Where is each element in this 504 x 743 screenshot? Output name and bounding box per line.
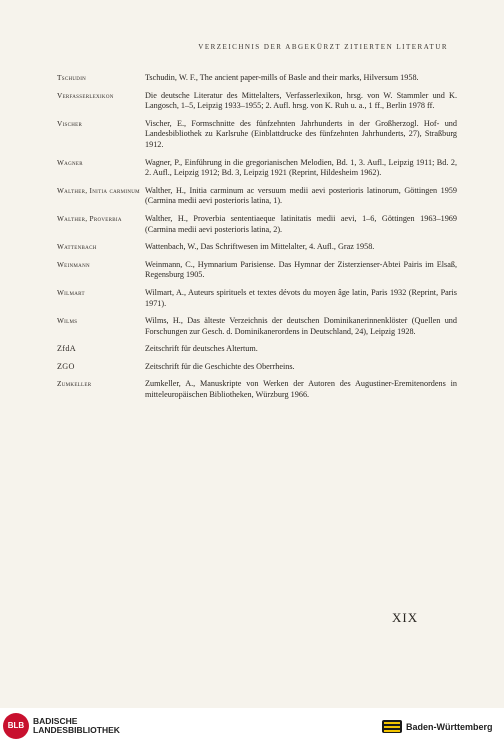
entry-reference: Die deutsche Literatur des Mittelalters, Verfasserlexikon, hrsg. von W. Stammler und K. Langosch, 1–5, Leipzig 1933–1955; 2. Aufl. hrsg. von K. Ruh u. a., 1 ff., Berlin 1978 ff.	[145, 90, 457, 111]
list-item	[57, 242, 457, 253]
library-name-line1: BADISCHE	[33, 716, 78, 726]
entry-abbreviation: Wagner	[57, 157, 83, 167]
list-item	[57, 260, 457, 281]
list-item	[57, 91, 457, 112]
entry-reference: Wattenbach, W., Das Schriftwesen im Mittelalter, 4. Aufl., Graz 1958.	[145, 242, 375, 252]
entry-abbreviation: Zumkeller	[57, 379, 92, 389]
entry-abbreviation: Vischer	[57, 118, 83, 128]
entry-reference: Tschudin, W. F., The ancient paper-mills of Basle and their marks, Hilversum 1958.	[145, 73, 419, 82]
entry-reference: Weinmann, C., Hymnarium Parisiense. Das Hymnar der Zisterzienser-Abtei Pairis im Elsaß, Regensburg 1905.	[145, 259, 457, 280]
running-head: VERZEICHNIS DER ABGEKÜRZT ZITIERTEN LITERATUR	[198, 43, 448, 51]
entry-abbreviation: Tschudin	[57, 73, 87, 82]
state-name[interactable]: Baden-Württemberg	[406, 722, 493, 732]
entry-abbreviation: Wilms	[57, 316, 78, 326]
list-item	[57, 186, 457, 207]
entry-abbreviation: ZGO	[57, 361, 75, 371]
entry-abbreviation: ZfdA	[57, 344, 76, 354]
entry-reference: Walther, H., Proverbia sententiaeque latinitatis medii aevi, 1–6, Göttingen 1963–1969 (Carmina medii aevi posterioris latina, 2).	[145, 213, 457, 234]
list-item	[57, 379, 457, 400]
list-item	[57, 119, 457, 151]
entry-abbreviation: Walther, Proverbia	[57, 213, 122, 223]
list-item	[57, 214, 457, 235]
list-item	[57, 158, 457, 179]
library-name[interactable]	[33, 717, 120, 735]
list-item	[57, 362, 457, 373]
entry-abbreviation: Walther, Initia carminum	[57, 185, 140, 195]
list-item	[57, 73, 457, 84]
list-item	[57, 288, 457, 309]
entry-reference: Wilms, H., Das älteste Verzeichnis der deutschen Dominikanerinnenklöster (Quellen und Forschungen zur Gesch. d. Dominikanerordens in Deutschland, 24), Leipzig 1928.	[145, 316, 457, 336]
entry-abbreviation: Verfasserlexikon	[57, 90, 114, 100]
page-number: XIX	[392, 610, 419, 625]
entry-reference: Zeitschrift für deutsches Altertum.	[145, 344, 258, 354]
entry-reference: Zeitschrift für die Geschichte des Oberrheins.	[145, 361, 295, 371]
list-item	[57, 344, 457, 355]
list-item	[57, 316, 457, 337]
entry-reference: Wilmart, A., Auteurs spirituels et textes dévots du moyen âge latin, Paris 1932 (Reprint, Paris 1971).	[145, 287, 457, 308]
entry-abbreviation: Wattenbach	[57, 242, 97, 252]
abbreviation-list	[57, 73, 457, 408]
entry-abbreviation: Wilmart	[57, 287, 85, 297]
entry-abbreviation: Weinmann	[57, 259, 90, 269]
entry-reference: Zumkeller, A., Manuskripte von Werken der Autoren des Augustiner-Eremitenordens in mitteleuropäischen Bibliotheken, Würzburg 1966.	[145, 379, 457, 400]
baden-wuerttemberg-coat-of-arms-icon	[381, 718, 403, 735]
footer-bar	[0, 708, 504, 743]
entry-reference: Walther, H., Initia carminum ac versuum medii aevi posterioris latinorum, Göttingen 1959 (Carmina medii aevi posterioris latina, 1).	[145, 185, 457, 206]
entry-reference: Vischer, E., Formschnitte des fünfzehnten Jahrhunderts in der Großherzogl. Hof- und Landesbibliothek zu Karlsruhe (Einblattdrucke des fünfzehnten Jahrhunderts, 27), Straßburg 1912.	[145, 118, 457, 149]
library-name-line2: LANDESBIBLIOTHEK	[33, 725, 120, 735]
blb-logo-icon[interactable]: BLB	[3, 713, 29, 739]
entry-reference: Wagner, P., Einführung in die gregorianischen Melodien, Bd. 1, 3. Aufl., Leipzig 1911; Bd. 2, 2. Aufl., Leipzig 1912; Bd. 3, Leipzig 1921 (Reprint, Hildesheim 1962).	[145, 157, 457, 178]
